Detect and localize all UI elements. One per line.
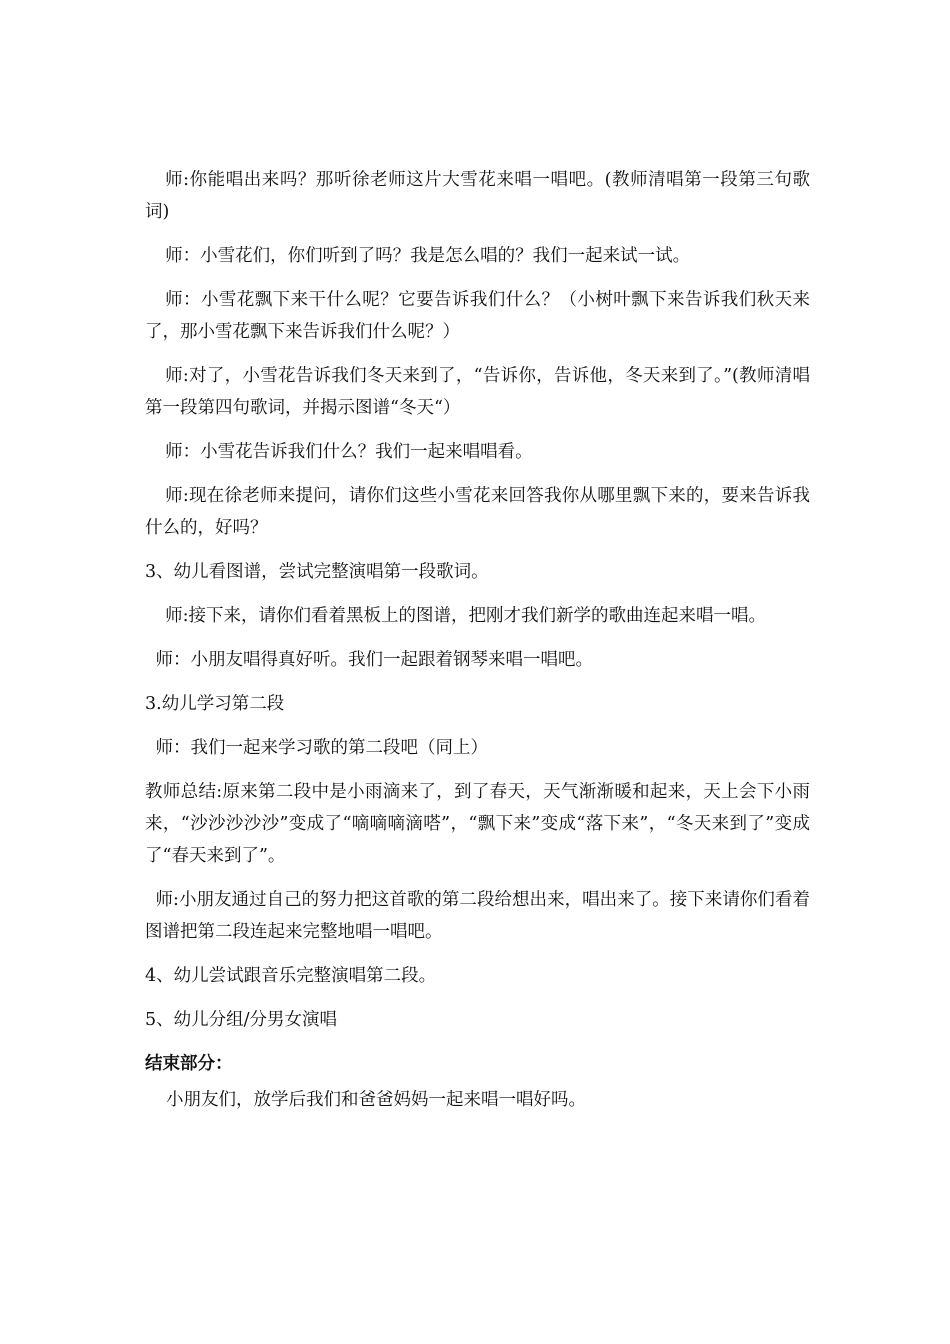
paragraph-teacher-sing-third-line: 师:你能唱出来吗？那听徐老师这片大雪花来唱一唱吧。(教师清唱第一段第三句歌词) xyxy=(145,170,810,222)
paragraph-teacher-sing-together: 师：小雪花告诉我们什么？我们一起来唱唱看。 xyxy=(165,442,533,462)
document-page xyxy=(145,164,810,1128)
paragraph-teacher-piano: 师：小朋友唱得真好听。我们一起跟着钢琴来唱一唱吧。 xyxy=(155,650,593,670)
paragraph-teacher-summary: 教师总结:原来第二段中是小雨滴来了，到了春天，天气渐渐暖和起来，天上会下小雨来，“沙沙沙沙沙”变成了“嘀嘀嘀滴嗒”，“飘下来”变成“落下来”，“冬天来到了”变成了“春天来到了”。 xyxy=(145,782,810,866)
paragraph-teacher-question: 师:现在徐老师来提问，请你们这些小雪花来回答我你从哪里飘下来的，要来告诉我什么的，好吗？ xyxy=(145,486,810,538)
step-3-second-section-heading: 3.幼儿学习第二段 xyxy=(145,694,285,714)
paragraph-teacher-winter-came: 师:对了，小雪花告诉我们冬天来到了，“告诉你，告诉他，冬天来到了。”(教师清唱第一段第四句歌词，并揭示图谱“冬天“） xyxy=(145,366,810,418)
paragraph-teacher-look-at-chart: 师:接下来，请你们看着黑板上的图谱，把刚才我们新学的歌曲连起来唱一唱。 xyxy=(165,606,767,626)
ending-paragraph: 小朋友们，放学后我们和爸爸妈妈一起来唱一唱好吗。 xyxy=(166,1090,586,1110)
ending-section-heading: 结束部分： xyxy=(145,1054,233,1074)
paragraph-teacher-praise: 师:小朋友通过自己的努力把这首歌的第二段给想出来，唱出来了。接下来请你们看着图谱把第二段连起来完整地唱一唱吧。 xyxy=(145,890,810,942)
step-3-heading: 3、幼儿看图谱，尝试完整演唱第一段歌词。 xyxy=(145,562,489,582)
step-5-heading: 5、幼儿分组/分男女演唱 xyxy=(145,1010,338,1030)
paragraph-teacher-learn-second-section: 师：我们一起来学习歌的第二段吧（同上） xyxy=(155,738,488,758)
paragraph-teacher-did-you-hear: 师：小雪花们，你们听到了吗？我是怎么唱的？我们一起来试一试。 xyxy=(165,246,691,266)
step-4-heading: 4、幼儿尝试跟音乐完整演唱第二段。 xyxy=(145,966,437,986)
paragraph-teacher-what-snowflake-tells: 师：小雪花飘下来干什么呢？它要告诉我们什么？（小树叶飘下来告诉我们秋天来了，那小雪花飘下来告诉我们什么呢？） xyxy=(145,290,810,342)
